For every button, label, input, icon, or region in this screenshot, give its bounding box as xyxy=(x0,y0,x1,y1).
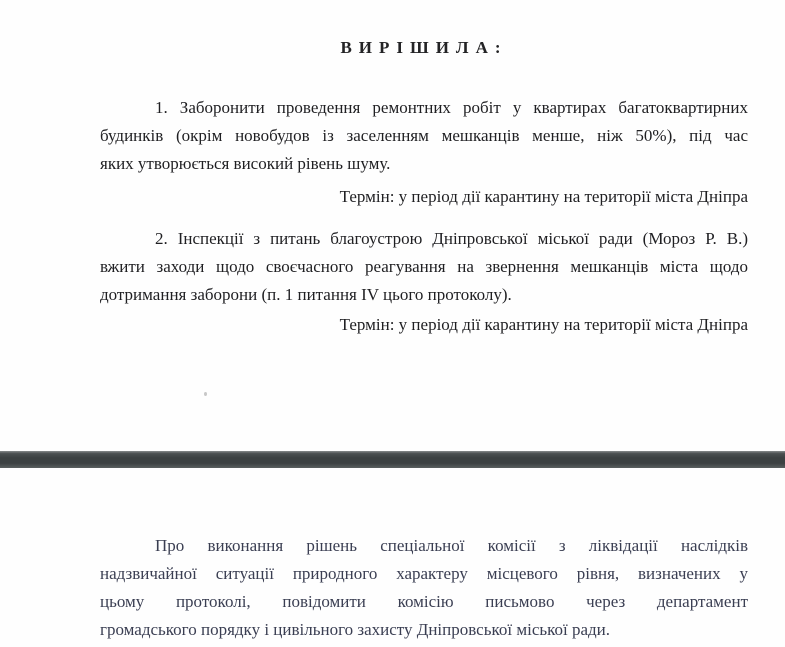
text-line: 1. Заборонити проведення ремонтних робіт у квартирах багатоквартирних xyxy=(155,98,748,117)
page-separator-band xyxy=(0,451,785,468)
term-line-1: Термін: у період дії карантину на території міста Дніпра xyxy=(339,187,748,206)
text-line: надзвичайної ситуації природного характеру місцевого рівня, визначених у xyxy=(100,564,748,583)
page-fragment-bottom xyxy=(0,468,785,647)
term-line-2: Термін: у період дії карантину на території міста Дніпра xyxy=(339,315,748,334)
decision-paragraph-1 xyxy=(100,94,748,178)
closing-paragraph xyxy=(100,468,748,644)
scan-speck xyxy=(204,392,207,396)
text-column-top xyxy=(100,36,748,339)
text-line: 2. Інспекції з питань благоустрою Дніпровської міської ради (Мороз Р. В.) xyxy=(155,229,748,248)
text-line: громадського порядку і цивільного захисту Дніпровської міської ради. xyxy=(100,620,611,639)
decision-paragraph-2 xyxy=(100,225,748,309)
text-line: яких утворюється високий рівень шуму. xyxy=(100,154,391,173)
text-line: Про виконання рішень спеціальної комісії з ліквідації наслідків xyxy=(155,536,748,555)
text-line: дотримання заборони (п. 1 питання IV цього протоколу). xyxy=(100,285,512,304)
text-line: цьому протоколі, повідомити комісію письмово через департамент xyxy=(100,592,748,611)
text-line: вжити заходи щодо своєчасного реагування на звернення мешканців міста щодо xyxy=(100,257,748,276)
decision-heading: ВИРІШИЛА: xyxy=(340,38,508,57)
text-line: будинків (окрім новобудов із заселенням мешканців менше, ніж 50%), під час xyxy=(100,126,748,145)
